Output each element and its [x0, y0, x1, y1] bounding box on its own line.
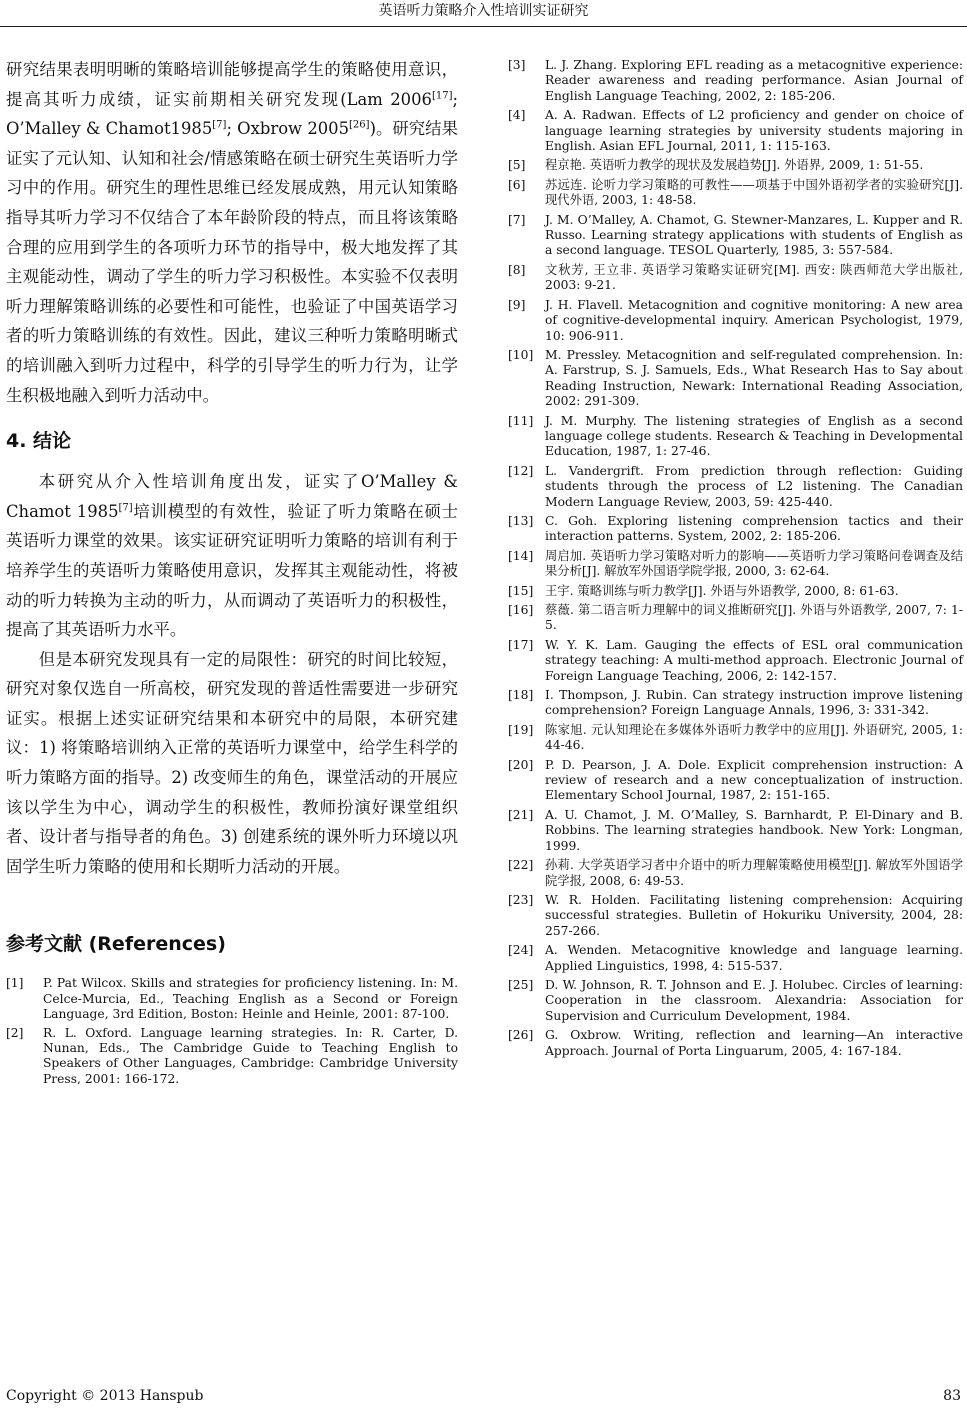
- reference-number: [11]: [508, 413, 534, 428]
- reference-item: [508, 758, 963, 804]
- reference-item: [508, 688, 963, 719]
- reference-text: M. Pressley. Metacognition and self-regulated comprehension. In: A. Farstrup, S. J. Samuels, Eds., What Research Has to Say about Reading Instruction, Newark: International Reading Association, 2002: 291-309.: [545, 347, 963, 409]
- reference-text: J. M. Murphy. The listening strategies of English as a second language college students. Research & Teaching in Developmental Education, 1987, 1: 27-46.: [545, 413, 963, 459]
- reference-text: D. W. Johnson, R. T. Johnson and E. J. Holubec. Circles of learning: Cooperation in the classroom. Alexandria: Association for Supervision and Curriculum Development, 1984.: [545, 977, 963, 1023]
- reference-text: C. Goh. Exploring listening comprehension tactics and their interaction patterns. System, 2002, 2: 185-206.: [545, 513, 963, 544]
- reference-text: A. A. Radwan. Effects of L2 proficiency and gender on choice of language learning strategies by university students majoring in English. Asian EFL Journal, 2011, 1: 115-163.: [545, 108, 963, 154]
- reference-item: [508, 514, 963, 545]
- reference-item: [508, 58, 963, 104]
- reference-text: 孙莉. 大学英语学习者中介语中的听力理解策略使用模型[J]. 解放军外国语学院学报, 2008, 6: 49-53.: [545, 858, 963, 888]
- reference-item: [508, 178, 963, 209]
- reference-number: [25]: [508, 977, 534, 992]
- reference-item: [508, 943, 963, 974]
- reference-item: [508, 808, 963, 854]
- reference-item: [508, 584, 963, 599]
- running-header: [0, 0, 967, 27]
- reference-item: [508, 723, 963, 754]
- reference-number: [12]: [508, 463, 534, 478]
- reference-list-left: [6, 976, 458, 1087]
- reference-number: [17]: [508, 637, 534, 652]
- reference-number: [8]: [508, 262, 526, 277]
- reference-number: [23]: [508, 892, 534, 907]
- paragraph-conclusion-1: 本研究从介入性培训角度出发，证实了O’Malley & Chamot 1985[7]培训模型的有效性，验证了听力策略在硕士英语听力课堂的效果。该实证研究证明听力策略的培训有利于培养学生的英语听力策略使用意识，发挥其主观能动性，将被动的听力转换为主动的听力，从而调动了英语听力的积极性，提高了其英语听力水平。: [6, 472, 459, 640]
- reference-item: [508, 638, 963, 684]
- reference-text: W. Y. K. Lam. Gauging the effects of ESL oral communication strategy teaching: A multi-method approach. Electronic Journal of Foreign Language Teaching, 2006, 2: 142-157.: [545, 637, 963, 683]
- reference-text: 王宇. 策略训练与听力教学[J]. 外语与外语教学, 2000, 8: 61-63.: [545, 583, 899, 598]
- reference-text: P. Pat Wilcox. Skills and strategies for proficiency listening. In: M. Celce-Murcia, Ed., Teaching English as a Second or Foreign Language, 3rd Edition, Boston: Heinle and Heinle, 2001: 87-100.: [43, 976, 458, 1022]
- reference-number: [5]: [508, 158, 526, 173]
- reference-item: [508, 213, 963, 259]
- reference-item: [508, 464, 963, 510]
- reference-text: I. Thompson, J. Rubin. Can strategy instruction improve listening comprehension? Foreign Language Annals, 1996, 3: 331-342.: [545, 688, 963, 718]
- reference-number: [21]: [508, 807, 534, 822]
- reference-text: L. J. Zhang. Exploring EFL reading as a metacognitive experience: Reader awareness and reading performance. Asian Journal of English Language Teaching, 2002, 2: 185-206.: [545, 58, 963, 103]
- reference-number: [20]: [508, 757, 534, 772]
- reference-text: 文秋芳, 王立非. 英语学习策略实证研究[M]. 西安: 陕西师范大学出版社, 2003: 9-21.: [545, 262, 963, 293]
- reference-number: [9]: [508, 297, 526, 312]
- reference-item: [508, 893, 963, 939]
- reference-item: [6, 976, 458, 1022]
- reference-number: [18]: [508, 688, 534, 703]
- reference-text: W. R. Holden. Facilitating listening comprehension: Acquiring successful strategies. Bulletin of Hokuriku University, 2004, 28: 257-266.: [545, 892, 963, 938]
- reference-text: P. D. Pearson, J. A. Dole. Explicit comprehension instruction: A review of research and a new conceptualization of instruction. Elementary School Journal, 1987, 2: 151-165.: [545, 757, 963, 803]
- reference-item: [508, 158, 963, 173]
- reference-item: [508, 298, 963, 344]
- references-title: 参考文献 (References): [6, 933, 226, 956]
- reference-list-right: [508, 58, 963, 1059]
- reference-item: [508, 348, 963, 410]
- reference-item: [508, 108, 963, 154]
- reference-number: [22]: [508, 858, 534, 873]
- reference-number: [7]: [508, 212, 526, 227]
- reference-number: [10]: [508, 347, 534, 362]
- right-column: [508, 58, 963, 1063]
- reference-text: 蔡薇. 第二语言听力理解中的词义推断研究[J]. 外语与外语教学, 2007, 7: 1-5.: [545, 603, 963, 633]
- reference-number: [13]: [508, 513, 534, 528]
- reference-item: [6, 1026, 458, 1088]
- reference-item: [508, 549, 963, 580]
- reference-text: J. M. O’Malley, A. Chamot, G. Stewner-Manzares, L. Kupper and R. Russo. Learning strategy applications with students of English as a second language. TESOL Quarterly, 1985, 3: 557-584.: [545, 212, 963, 258]
- reference-number: [24]: [508, 943, 534, 958]
- reference-item: [508, 603, 963, 634]
- reference-text: 程京艳. 英语听力教学的现状及发展趋势[J]. 外语界, 2009, 1: 51-55.: [545, 158, 924, 173]
- page-number: 83: [943, 1388, 961, 1404]
- reference-number: [2]: [6, 1025, 24, 1040]
- reference-text: A. Wenden. Metacognitive knowledge and language learning. Applied Linguistics, 1998, 4: 515-537.: [545, 943, 963, 973]
- reference-text: 陈家旭. 元认知理论在多媒体外语听力教学中的应用[J]. 外语研究, 2005, 1: 44-46.: [545, 722, 963, 753]
- left-column: [6, 55, 458, 1090]
- paragraph-conclusion-2: 但是本研究发现具有一定的局限性：研究的时间比较短，研究对象仅选自一所高校，研究发现的普适性需要进一步研究证实。根据上述实证研究结果和本研究中的局限，本研究建议：1) 将策略培训纳入正常的英语听力课堂中，给学生科学的听力策略方面的指导。2) 改变师生的角色，课堂活动的开展应该以学生为中心，调动学生的积极性，教师扮演好课堂组织者、设计者与指导者的角色。3) 创建系统的课外听力环境以巩固学生听力策略的使用和长期听力活动的开展。: [6, 649, 458, 876]
- reference-number: [1]: [6, 976, 24, 991]
- reference-item: [508, 978, 963, 1024]
- reference-number: [6]: [508, 177, 526, 192]
- reference-number: [26]: [508, 1028, 534, 1043]
- reference-text: J. H. Flavell. Metacognition and cognitive monitoring: A new area of cognitive-developmental inquiry. American Psychologist, 1979, 10: 906-911.: [545, 297, 963, 343]
- reference-number: [15]: [508, 583, 534, 598]
- reference-number: [19]: [508, 722, 534, 737]
- reference-text: A. U. Chamot, J. M. O’Malley, S. Barnhardt, P. El-Dinary and B. Robbins. The learning strategies handbook. New York: Longman, 1999.: [545, 807, 963, 853]
- reference-text: G. Oxbrow. Writing, reflection and learning—An interactive Approach. Journal of Porta Linguarum, 2005, 4: 167-184.: [545, 1028, 963, 1058]
- reference-text: L. Vandergrift. From prediction through reflection: Guiding students through the process of L2 listening. The Canadian Modern Language Review, 2003, 59: 425-440.: [545, 463, 963, 509]
- reference-text: 周启加. 英语听力学习策略对听力的影响——英语听力学习策略问卷调查及结果分析[J]. 解放军外国语学院学报, 2000, 3: 62-64.: [545, 548, 963, 579]
- reference-number: [4]: [508, 108, 526, 123]
- reference-number: [16]: [508, 603, 534, 617]
- reference-text: R. L. Oxford. Language learning strategies. In: R. Carter, D. Nunan, Eds., The Cambridge Guide to Teaching English to Speakers of Other Languages, Cambridge: Cambridge University Press, 2001: 166-172.: [43, 1025, 458, 1086]
- reference-item: [508, 858, 963, 889]
- section-title-conclusion: 4. 结论: [6, 430, 72, 453]
- paragraph-results: 研究结果表明明晰的策略培训能够提高学生的策略使用意识，提高其听力成绩，证实前期相关研究发现(Lam 2006[17]; O’Malley & Chamot1985[7]; Oxbrow 2005[26])。研究结果证实了元认知、认知和社会/情感策略在硕士研究生英语听力学习中的作用。研究生的理性思维已经发展成熟，用元认知策略指导其听力学习不仅结合了本年龄阶段的特点，而且将该策略合理的应用到学生的各项听力环节的指导中，极大地发挥了其主观能动性，调动了学生的听力学习积极性。本实验不仅表明听力理解策略训练的必要性和可能性，也验证了中国英语学习者的听力策略训练的有效性。因此，建议三种听力策略明晰式的培训融入到听力过程中，科学的引导学生的听力行为，让学生积极地融入到听力活动中。: [6, 60, 458, 405]
- reference-item: [508, 263, 963, 294]
- reference-item: [508, 414, 963, 460]
- reference-number: [14]: [508, 548, 534, 563]
- copyright-notice: Copyright © 2013 Hanspub: [6, 1388, 204, 1404]
- reference-item: [508, 1028, 963, 1059]
- reference-text: 苏远连. 论听力学习策略的可教性——项基于中国外语初学者的实验研究[J]. 现代外语, 2003, 1: 48-58.: [545, 177, 963, 208]
- running-title: 英语听力策略介入性培训实证研究: [378, 3, 589, 19]
- page-footer: [6, 1388, 961, 1404]
- reference-number: [3]: [508, 58, 526, 72]
